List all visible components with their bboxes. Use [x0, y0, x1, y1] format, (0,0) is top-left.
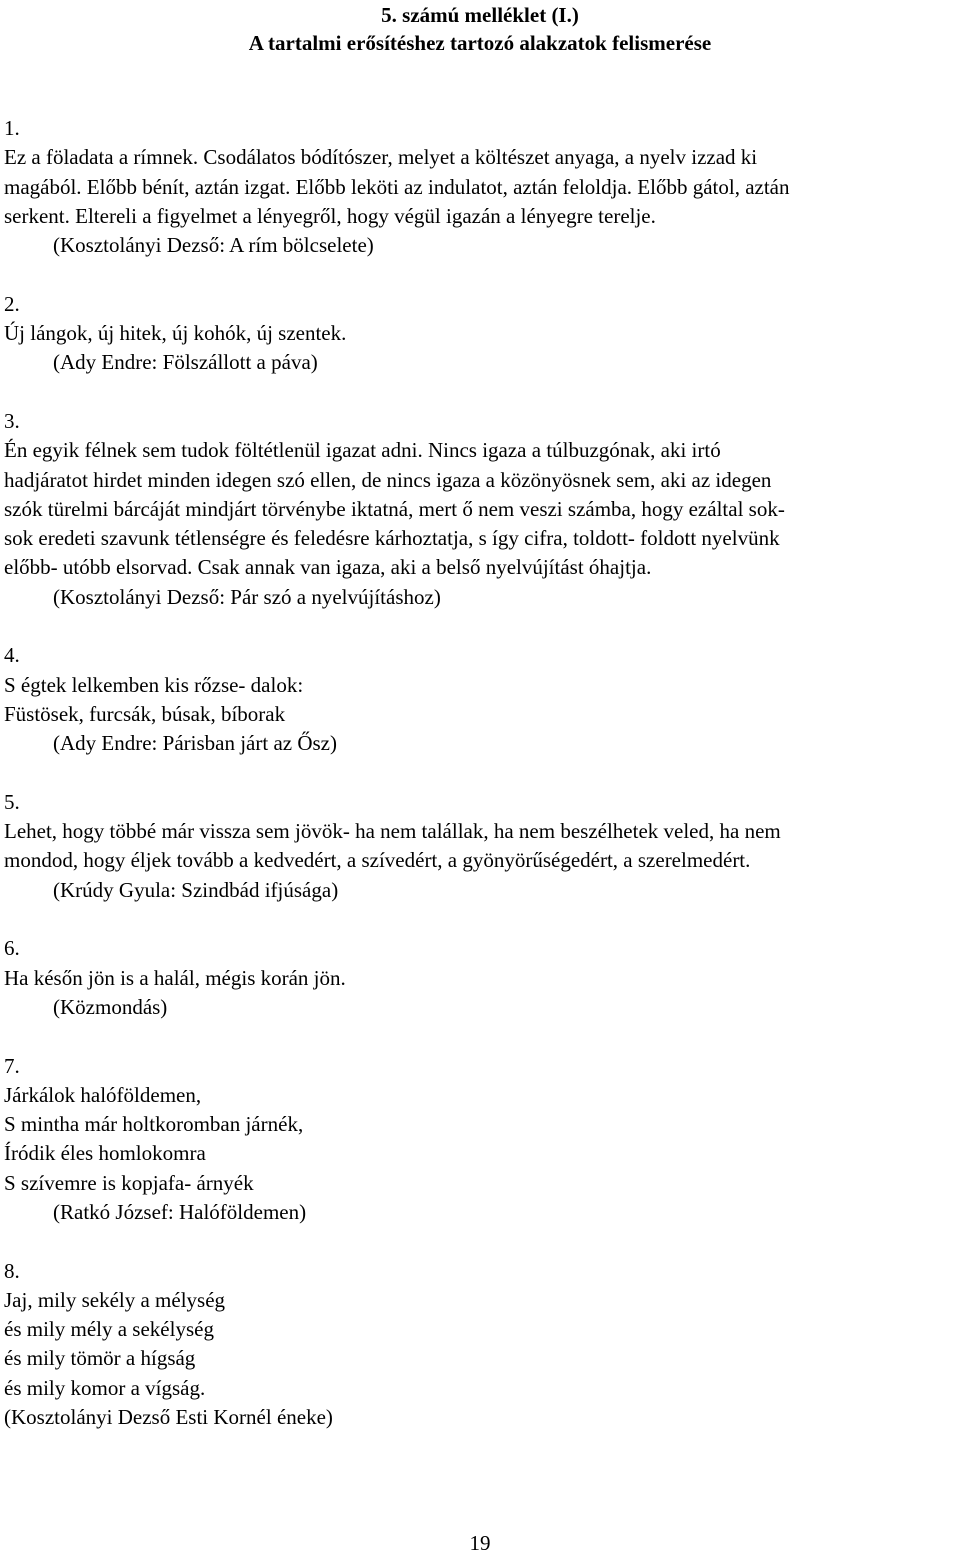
quote-line: és mily komor a vígság.: [4, 1375, 206, 1400]
quote-item-3: [4, 407, 956, 612]
quote-line: magából. Előbb bénít, aztán izgat. Előbb leköti az indulatot, aztán feloldja. Előbb gátol, aztán: [4, 174, 790, 199]
quote-line: Ha későn jön is a halál, mégis korán jön.: [4, 965, 346, 990]
quote-line: serkent. Eltereli a figyelmet a lényegről, hogy végül igazán a lényegre terelje.: [4, 203, 656, 228]
item-number: 8.: [4, 1258, 20, 1283]
quote-item-1: [4, 114, 956, 260]
item-number: 5.: [4, 789, 20, 814]
page-title: A tartalmi erősítéshez tartozó alakzatok felismerése: [248, 31, 712, 55]
quote-item-2: [4, 290, 956, 378]
quote-source: (Közmondás): [53, 994, 168, 1019]
item-number: 1.: [4, 116, 20, 140]
quote-source: (Kosztolányi Dezső: A rím bölcselete): [53, 233, 374, 258]
quote-line: Íródik éles homlokomra: [4, 1141, 206, 1166]
quote-line: Ez a föladata a rímnek. Csodálatos bódítószer, melyet a költészet anyaga, a nyelv izzad ki: [4, 145, 758, 170]
item-number: 2.: [4, 291, 20, 316]
quote-line: sok eredeti szavunk tétlenségre és feledésre kárhoztatja, s így cifra, toldott- foldott nyelvünk: [4, 526, 780, 551]
quote-line: szók türelmi bárcáját mindjárt törvénybe iktatná, mert ő nem veszi számba, hogy ezáltal sok-: [4, 496, 785, 521]
document-body: [4, 114, 956, 1462]
quote-item-4: [4, 641, 956, 758]
appendix-number: 5. számú melléklet (I.): [381, 3, 579, 27]
quote-source: (Ady Endre: Párisban járt az Ősz): [53, 731, 337, 756]
quote-line: Jaj, mily sekély a mélység: [4, 1287, 226, 1312]
page-number: 19: [469, 1531, 491, 1555]
quote-source: (Ratkó József: Halóföldemen): [53, 1199, 307, 1224]
quote-item-5: [4, 788, 956, 905]
quote-item-7: [4, 1052, 956, 1228]
quote-line: S szívemre is kopjafa- árnyék: [4, 1170, 254, 1195]
quote-source: (Krúdy Gyula: Szindbád ifjúsága): [53, 877, 339, 902]
quote-line: Én egyik félnek sem tudok föltétlenül igazat adni. Nincs igaza a túlbuzgónak, aki irtó: [4, 438, 721, 463]
quote-source: (Ady Endre: Fölszállott a páva): [53, 350, 318, 375]
quote-line: S égtek lelkemben kis rőzse- dalok:: [4, 672, 304, 697]
quote-line: S mintha már holtkoromban járnék,: [4, 1112, 304, 1137]
quote-line: Járkálok halóföldemen,: [4, 1082, 202, 1107]
quote-line: előbb- utóbb elsorvad. Csak annak van igaza, aki a belső nyelvújítást óhajtja.: [4, 555, 652, 580]
quote-line: hadjáratot hirdet minden idegen szó ellen, de nincs igaza a közönyösnek sem, aki az idegen: [4, 467, 772, 492]
item-number: 3.: [4, 408, 20, 433]
item-number: 6.: [4, 936, 20, 961]
quote-source: (Kosztolányi Dezső: Pár szó a nyelvújításhoz): [53, 584, 441, 609]
quote-item-8: [4, 1257, 956, 1433]
item-number: 7.: [4, 1053, 20, 1078]
quote-line: és mily mély a sekélység: [4, 1317, 214, 1342]
quote-line: Új lángok, új hitek, új kohók, új szentek.: [4, 321, 347, 346]
quote-item-6: [4, 934, 956, 1022]
item-number: 4.: [4, 643, 20, 668]
quote-line: mondod, hogy éljek tovább a kedvedért, a szívedért, a gyönyörűségedért, a szerelmedért.: [4, 848, 751, 873]
quote-line: és mily tömör a hígság: [4, 1346, 196, 1371]
quote-line: Füstösek, furcsák, búsak, bíborak: [4, 701, 286, 726]
quote-source: (Kosztolányi Dezső Esti Kornél éneke): [4, 1405, 333, 1430]
quote-line: Lehet, hogy többé már vissza sem jövök- ha nem talállak, ha nem beszélhetek veled, ha nem: [4, 819, 781, 844]
